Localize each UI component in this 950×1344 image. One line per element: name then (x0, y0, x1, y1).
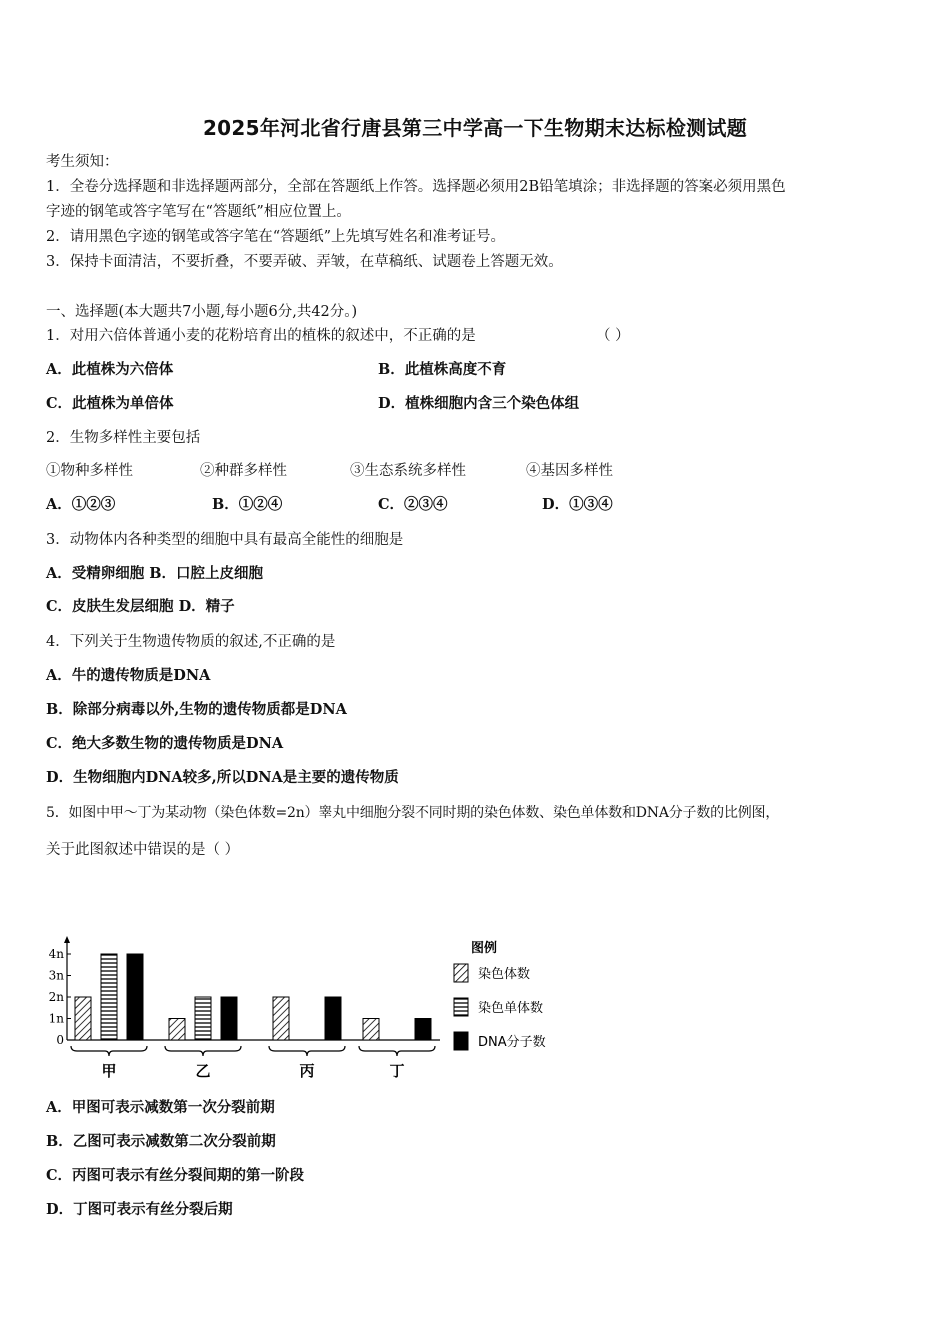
bar-diagonal (169, 1019, 185, 1041)
y-axis-arrow (64, 936, 70, 943)
legend-swatch-horizontal (454, 998, 468, 1016)
group-brace (71, 1046, 147, 1056)
bar-horizontal (101, 954, 117, 1040)
category-label: 丙 (299, 1062, 315, 1080)
bar-diagonal (75, 997, 91, 1040)
bar-solid (127, 954, 143, 1040)
q3-options-cd: C．皮肤生发层细胞 D．精子 (46, 598, 235, 615)
notice-item-1-cont: 字迹的钢笔或答字笔写在“答题纸”相应位置上。 (46, 204, 351, 220)
q2-option-a: A．①②③ (46, 496, 116, 513)
bar-diagonal (363, 1019, 379, 1041)
category-label: 丁 (389, 1062, 405, 1080)
q3-stem: 3．动物体内各种类型的细胞中具有最高全能性的细胞是 (46, 532, 404, 548)
q2-item-3: ③生态系统多样性 (350, 463, 466, 479)
q2-item-1: ①物种多样性 (46, 463, 133, 479)
q2-option-c: C．②③④ (378, 496, 448, 513)
category-label: 甲 (101, 1062, 117, 1080)
chromosome-ratio-chart (40, 930, 560, 1080)
group-brace (165, 1046, 241, 1056)
legend-label: 染色体数 (478, 967, 531, 982)
q4-stem: 4．下列关于生物遗传物质的叙述,不正确的是 (46, 634, 336, 650)
q5-stem-line1: 5．如图中甲～丁为某动物（染色体数=2n）睾丸中细胞分裂不同时期的染色体数、染色单体数和DNA分子数的比例图， (46, 805, 780, 821)
q4-option-a: A．牛的遗传物质是DNA (46, 667, 211, 684)
q5-option-c: C．丙图可表示有丝分裂间期的第一阶段 (46, 1167, 305, 1184)
q4-option-b: B．除部分病毒以外,生物的遗传物质都是DNA (46, 701, 347, 718)
q1-option-d: D．植株细胞内含三个染色体组 (378, 395, 580, 412)
q2-item-2: ②种群多样性 (200, 463, 287, 479)
q5-option-d: D．丁图可表示有丝分裂后期 (46, 1201, 233, 1218)
y-tick-label: 0 (56, 1033, 64, 1047)
notice-item-3: 3．保持卡面清洁，不要折叠，不要弄破、弄皱，在草稿纸、试题卷上答题无效。 (46, 254, 563, 270)
page-title: 2025年河北省行唐县第三中学高一下生物期末达标检测试题 (202, 116, 748, 140)
notice-item-2: 2．请用黑色字迹的钢笔或答字笔在“答题纸”上先填写姓名和准考证号。 (46, 229, 506, 245)
legend-title: 图例 (470, 941, 498, 956)
q1-option-b: B．此植株高度不育 (378, 361, 507, 378)
y-tick-label: 1n (48, 1011, 64, 1026)
legend-label: DNA分子数 (478, 1035, 546, 1050)
q5-option-a: A．甲图可表示减数第一次分裂前期 (46, 1099, 275, 1116)
q1-option-c: C．此植株为单倍体 (46, 395, 174, 412)
q1-bracket: （ ） (596, 328, 630, 344)
legend-swatch-diagonal (454, 964, 468, 982)
legend-swatch-solid (454, 1032, 468, 1050)
bar-solid (325, 997, 341, 1040)
bar-solid (221, 997, 237, 1040)
group-brace (269, 1046, 345, 1056)
y-tick-label: 3n (48, 968, 64, 983)
q4-option-d: D．生物细胞内DNA较多,所以DNA是主要的遗传物质 (46, 769, 399, 786)
q1-stem: 1．对用六倍体普通小麦的花粉培育出的植株的叙述中，不正确的是 (46, 328, 476, 344)
bar-diagonal (273, 997, 289, 1040)
y-tick-label: 2n (48, 990, 64, 1004)
notice-heading: 考生须知： (46, 154, 119, 170)
bar-solid (415, 1019, 431, 1041)
q5-option-b: B．乙图可表示减数第二次分裂前期 (46, 1133, 276, 1150)
q2-option-d: D．①③④ (542, 496, 613, 513)
category-label: 乙 (195, 1062, 211, 1080)
group-brace (359, 1046, 435, 1056)
section-heading: 一、选择题(本大题共7小题,每小题6分,共42分。) (46, 304, 358, 320)
q2-item-4: ④基因多样性 (526, 463, 613, 479)
bar-horizontal (195, 997, 211, 1040)
q2-stem: 2．生物多样性主要包括 (46, 430, 201, 446)
legend-label: 染色单体数 (478, 1001, 544, 1016)
q4-option-c: C．绝大多数生物的遗传物质是DNA (46, 735, 284, 752)
q5-stem-line2: 关于此图叙述中错误的是（ ） (46, 842, 240, 858)
q2-option-b: B．①②④ (212, 496, 283, 513)
y-tick-label: 4n (48, 947, 64, 961)
q3-options-ab: A．受精卵细胞 B．口腔上皮细胞 (46, 565, 264, 582)
q1-option-a: A．此植株为六倍体 (46, 361, 174, 378)
notice-item-1: 1．全卷分选择题和非选择题两部分，全部在答题纸上作答。选择题必须用2B铅笔填涂；非选择题的答案必须用黑色 (46, 179, 786, 195)
